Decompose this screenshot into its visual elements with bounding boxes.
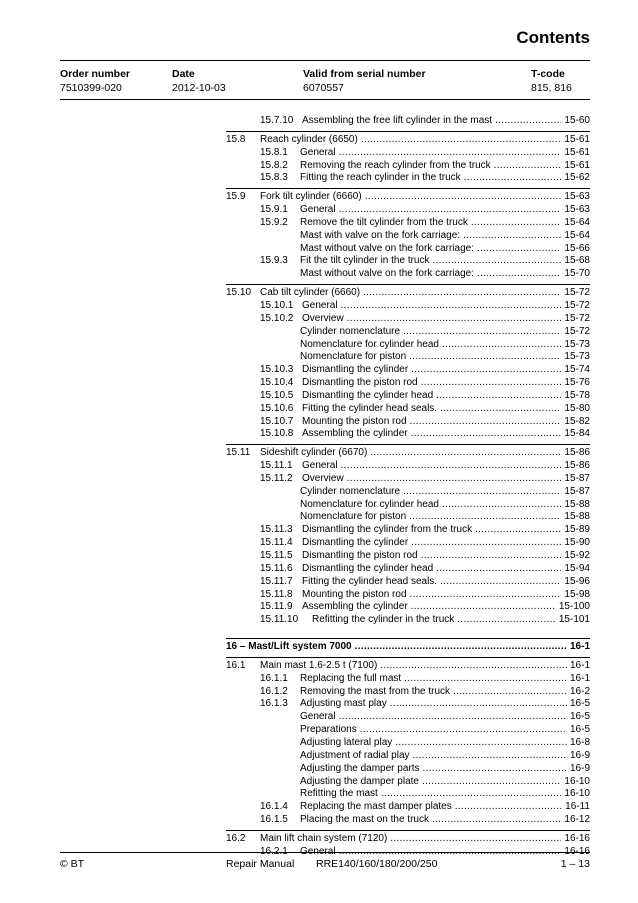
- dot-leader: [436, 563, 561, 576]
- dot-leader: [390, 833, 561, 846]
- dot-leader: [355, 641, 567, 654]
- dot-leader: [433, 255, 562, 268]
- dot-leader: [403, 326, 561, 339]
- toc-page-number: 15-72: [564, 325, 590, 337]
- toc-row[interactable]: [60, 537, 590, 550]
- toc-entry-title: Removing the reach cylinder from the truck: [300, 159, 491, 171]
- dot-leader: [360, 724, 567, 737]
- dot-leader: [410, 589, 562, 602]
- toc-page-number: 16-10: [564, 788, 590, 800]
- toc-subsection-number: 15.11.9: [260, 601, 293, 613]
- toc-page-number: 16-1: [569, 672, 590, 684]
- toc-entry-title: Nomenclature for cylinder head: [300, 498, 439, 510]
- toc-row[interactable]: [60, 403, 590, 416]
- dot-leader: [471, 217, 562, 230]
- toc-row[interactable]: [60, 550, 590, 563]
- toc-subsection-number: 16.1.4: [260, 801, 288, 813]
- toc-entry-title: General: [302, 299, 338, 311]
- toc-row[interactable]: [60, 511, 590, 524]
- footer-page-number: 1 – 13: [560, 858, 590, 870]
- toc-page-number: 15-66: [564, 242, 590, 254]
- toc-page-number: 15-86: [564, 460, 590, 472]
- dot-leader: [347, 473, 562, 486]
- toc-row[interactable]: [60, 601, 590, 614]
- toc-page-number: 15-88: [564, 498, 590, 510]
- toc-row[interactable]: [60, 814, 590, 827]
- section-divider: [226, 131, 590, 132]
- toc-entry-title: Replacing the full mast: [300, 672, 402, 684]
- toc-row[interactable]: [60, 776, 590, 789]
- toc-page-number: 15-61: [564, 133, 590, 145]
- toc-row[interactable]: [60, 377, 590, 390]
- toc-row[interactable]: [60, 698, 590, 711]
- section-divider: [226, 638, 590, 639]
- toc-row[interactable]: [60, 788, 590, 801]
- toc-page-number: 15-94: [564, 562, 590, 574]
- toc-entry-title: Main mast 1.6-2.5 t (7100): [260, 659, 378, 671]
- order-number-label: Order number: [60, 68, 131, 80]
- toc-row[interactable]: [60, 614, 590, 627]
- toc-row[interactable]: [60, 268, 590, 281]
- dot-leader: [421, 377, 562, 390]
- toc-row[interactable]: [60, 499, 590, 512]
- toc-section-number: 15.8: [226, 133, 246, 145]
- toc-row[interactable]: [60, 447, 590, 460]
- toc-page-number: 15-72: [564, 312, 590, 324]
- toc-subsection-number: 15.11.5: [260, 550, 293, 561]
- dot-leader: [347, 313, 562, 326]
- toc-entry-title: Mounting the piston rod: [302, 415, 407, 427]
- toc-row[interactable]: [60, 576, 590, 589]
- toc-entry-title: Remove the tilt cylinder from the truck: [300, 216, 468, 228]
- footer-copyright: © BT: [60, 858, 85, 870]
- toc-page-number: 15-100: [558, 601, 590, 613]
- toc-page-number: 16-5: [569, 698, 590, 710]
- dot-leader: [361, 134, 562, 147]
- toc-page-number: 15-64: [564, 229, 590, 241]
- toc-entry-title: Adjusting the damper plate: [300, 775, 419, 787]
- toc-subsection-number: 15.11.4: [260, 537, 293, 549]
- toc-chapter-row[interactable]: [60, 641, 590, 654]
- toc-entry-title: Dismantling the cylinder: [302, 364, 409, 376]
- dot-leader: [440, 403, 561, 416]
- dot-leader: [395, 737, 567, 750]
- toc-entry-title: Nomenclature for cylinder head: [300, 338, 439, 350]
- toc-page-number: 15-80: [564, 402, 590, 414]
- dot-leader: [381, 788, 562, 801]
- toc-entry-title: Fit the tilt cylinder in the truck: [300, 255, 430, 267]
- dot-leader: [365, 191, 562, 204]
- dot-leader: [463, 230, 561, 243]
- toc-entry-title: Assembling the cylinder: [302, 601, 408, 613]
- toc-page-number: 15-96: [564, 575, 590, 587]
- dot-leader: [494, 160, 562, 173]
- toc-row[interactable]: [60, 524, 590, 537]
- toc-row[interactable]: [60, 172, 590, 185]
- toc-page-number: 16-9: [569, 749, 590, 761]
- toc-row[interactable]: [60, 191, 590, 204]
- toc-row[interactable]: [60, 486, 590, 499]
- dot-leader: [495, 115, 561, 128]
- section-divider: [226, 188, 590, 189]
- toc-row[interactable]: [60, 326, 590, 339]
- toc-entry-title: Assembling the cylinder: [302, 428, 408, 440]
- tcode-label: T-code: [531, 68, 565, 80]
- toc-entry-title: Main lift chain system (7120): [260, 832, 388, 844]
- toc-subsection-number: 15.11.3: [260, 524, 293, 536]
- dot-leader: [411, 364, 561, 377]
- toc-row[interactable]: [60, 563, 590, 576]
- toc-row[interactable]: [60, 313, 590, 326]
- toc-page-number: 15-88: [564, 511, 590, 523]
- toc-row[interactable]: [60, 255, 590, 268]
- toc-page-number: 15-64: [564, 216, 590, 228]
- serial-number-label: Valid from serial number: [303, 68, 426, 80]
- section-divider: [226, 657, 590, 658]
- section-divider: [226, 830, 590, 831]
- toc-subsection-number: 15.10.1: [260, 299, 294, 311]
- toc-page-number: 15-61: [564, 146, 590, 158]
- toc-entry-title: Adjusting the damper parts: [300, 762, 420, 774]
- toc-row[interactable]: [60, 473, 590, 486]
- toc-subsection-number: 15.8.1: [260, 146, 288, 158]
- toc-entry-title: Assembling the free lift cylinder in the mast: [302, 115, 493, 126]
- toc-row[interactable]: [60, 390, 590, 403]
- dot-leader: [370, 447, 561, 460]
- toc-row[interactable]: [60, 833, 590, 846]
- page-title: Contents: [516, 28, 590, 47]
- toc-page-number: 15-92: [564, 550, 590, 561]
- toc-entry-title: Fitting the cylinder head seals.: [302, 402, 438, 414]
- dot-leader: [403, 486, 561, 499]
- toc-entry-title: Overview: [302, 312, 344, 324]
- dot-leader: [409, 351, 561, 364]
- toc-entry-title: Dismantling the piston rod: [302, 377, 418, 389]
- dot-leader: [436, 390, 561, 403]
- toc-subsection-number: 15.10.4: [260, 377, 294, 389]
- toc-row[interactable]: [60, 230, 590, 243]
- toc-row[interactable]: [60, 364, 590, 377]
- toc-entry-title: Dismantling the cylinder head: [302, 389, 434, 401]
- toc-page-number: 15-70: [564, 268, 590, 280]
- toc-page-number: 15-98: [564, 588, 590, 600]
- toc-row[interactable]: [60, 589, 590, 602]
- dot-leader: [363, 287, 561, 300]
- toc-subsection-number: 15.8.3: [260, 172, 288, 184]
- toc-entry-title: Nomenclature for piston: [300, 511, 407, 523]
- toc-page-number: 15-74: [564, 364, 590, 376]
- toc-page-number: 15-60: [564, 115, 590, 126]
- dot-leader: [339, 147, 562, 160]
- toc-row[interactable]: [60, 660, 590, 673]
- toc-page-number: 15-63: [564, 204, 590, 216]
- footer-model: RRE140/160/180/200/250: [316, 858, 438, 870]
- toc-row[interactable]: [60, 673, 590, 686]
- toc-subsection-number: 15.10.8: [260, 428, 294, 440]
- toc-row[interactable]: [60, 737, 590, 750]
- toc-row[interactable]: [60, 686, 590, 699]
- spacer: [60, 627, 590, 635]
- toc-page-number: 16-2: [569, 685, 590, 697]
- toc-entry-title: General: [300, 146, 336, 158]
- toc-subsection-number: 15.11.2: [260, 472, 293, 484]
- toc-section-number: 15.9: [226, 191, 246, 203]
- dot-leader: [477, 243, 561, 256]
- toc-row[interactable]: [60, 300, 590, 313]
- table-of-contents: [60, 115, 590, 859]
- footer-manual: Repair Manual: [226, 858, 295, 870]
- toc-page-number: 15-87: [564, 485, 590, 497]
- toc-row[interactable]: [60, 287, 590, 300]
- dot-leader: [457, 614, 556, 627]
- toc-row[interactable]: [60, 428, 590, 441]
- toc-page-number: 16-11: [565, 801, 590, 813]
- toc-subsection-number: 15.8.2: [260, 159, 288, 171]
- toc-page-number: 16-9: [569, 762, 590, 774]
- toc-row[interactable]: [60, 243, 590, 256]
- toc-entry-title: Dismantling the cylinder: [302, 537, 409, 549]
- toc-page-number: 15-78: [564, 389, 590, 401]
- dot-leader: [339, 204, 562, 217]
- dot-leader: [421, 550, 562, 563]
- header-bottom-rule: [60, 99, 590, 100]
- toc-entry-title: Mast with valve on the fork carriage:: [300, 229, 461, 241]
- dot-leader: [410, 416, 562, 429]
- toc-section-number: 15.11: [226, 447, 251, 459]
- dot-leader: [341, 300, 562, 313]
- toc-subsection-number: 15.11.1: [260, 460, 293, 472]
- toc-page-number: 15-82: [564, 415, 590, 427]
- toc-entry-title: Preparations: [300, 724, 357, 736]
- toc-page-number: 15-72: [564, 299, 590, 311]
- toc-entry-title: Overview: [302, 472, 344, 484]
- toc-page-number: 15-87: [564, 472, 590, 484]
- toc-entry-title: 16 – Mast/Lift system 7000: [226, 641, 352, 653]
- toc-entry-title: Dismantling the piston rod: [302, 550, 418, 561]
- toc-subsection-number: 15.9.1: [260, 204, 288, 216]
- toc-page-number: 15-90: [564, 537, 590, 549]
- toc-page-number: 16-1: [569, 641, 590, 653]
- toc-entry-title: Replacing the mast damper plates: [300, 801, 452, 813]
- toc-entry-title: Placing the mast on the truck: [300, 814, 429, 826]
- dot-leader: [341, 460, 562, 473]
- dot-leader: [339, 711, 567, 724]
- section-divider: [226, 444, 590, 445]
- toc-subsection-number: 15.11.6: [260, 562, 293, 574]
- toc-entry-title: Mounting the piston rod: [302, 588, 407, 600]
- toc-page-number: 15-84: [564, 428, 590, 440]
- toc-page-number: 15-72: [564, 287, 590, 299]
- toc-page-number: 15-86: [564, 447, 590, 459]
- dot-leader: [423, 763, 567, 776]
- dot-leader: [413, 750, 567, 763]
- dot-leader: [380, 660, 567, 673]
- toc-entry-title: Removing the mast from the truck: [300, 685, 451, 697]
- toc-page-number: 16-16: [564, 845, 590, 857]
- toc-row[interactable]: [60, 724, 590, 737]
- toc-row[interactable]: [60, 416, 590, 429]
- dot-leader: [464, 172, 562, 185]
- dot-leader: [475, 524, 561, 537]
- date-value: 2012-10-03: [172, 82, 226, 94]
- toc-page-number: 15-73: [564, 338, 590, 350]
- toc-section-number: 16.2: [226, 832, 246, 844]
- dot-leader: [422, 776, 561, 789]
- date-label: Date: [172, 68, 195, 80]
- toc-subsection-number: 16.1.2: [260, 685, 288, 697]
- toc-row[interactable]: [60, 763, 590, 776]
- toc-subsection-number: 15.10.6: [260, 402, 294, 414]
- toc-row[interactable]: [60, 460, 590, 473]
- toc-entry-title: Refitting the mast: [300, 788, 378, 800]
- footer-rule: [60, 852, 590, 853]
- toc-subsection-number: 15.10.3: [260, 364, 294, 376]
- toc-subsection-number: 15.9.2: [260, 216, 288, 228]
- toc-row[interactable]: [60, 711, 590, 724]
- toc-subsection-number: 16.1.3: [260, 698, 288, 710]
- toc-entry-title: Fitting the reach cylinder in the truck: [300, 172, 461, 184]
- toc-entry-title: Dismantling the cylinder from the truck: [302, 524, 473, 536]
- toc-page-number: 16-5: [569, 724, 590, 736]
- toc-entry-title: Cylinder nomenclature: [300, 325, 401, 337]
- serial-number-value: 6070557: [303, 82, 344, 94]
- toc-page-number: 15-62: [564, 172, 590, 184]
- toc-entry-title: General: [300, 711, 336, 723]
- toc-page-number: 16-16: [564, 832, 590, 844]
- toc-subsection-number: 15.10.2: [260, 312, 294, 324]
- toc-page-number: 15-73: [564, 351, 590, 363]
- dot-leader: [442, 499, 561, 512]
- toc-entry-title: Cylinder nomenclature: [300, 485, 401, 497]
- dot-leader: [442, 339, 561, 352]
- toc-page-number: 15-101: [558, 614, 590, 626]
- toc-row[interactable]: [60, 750, 590, 763]
- toc-page-number: 16-5: [569, 711, 590, 723]
- dot-leader: [455, 801, 562, 814]
- toc-subsection-number: 16.1.1: [260, 672, 288, 684]
- toc-page-number: 16-12: [564, 814, 590, 826]
- dot-leader: [477, 268, 561, 281]
- section-divider: [226, 284, 590, 285]
- toc-row[interactable]: [60, 351, 590, 364]
- toc-entry-title: Dismantling the cylinder head: [302, 562, 434, 574]
- toc-entry-title: General: [300, 845, 336, 857]
- toc-entry-title: Fork tilt cylinder (6660): [260, 191, 362, 203]
- toc-subsection-number: 15.11.8: [260, 588, 293, 600]
- dot-leader: [390, 698, 567, 711]
- toc-subsection-number: 16.2.1: [260, 845, 288, 857]
- toc-entry-title: Adjusting lateral play: [300, 736, 393, 748]
- toc-page-number: 15-63: [564, 191, 590, 203]
- toc-entry-title: Adjustment of radial play: [300, 749, 410, 761]
- dot-leader: [440, 576, 561, 589]
- toc-section-number: 15.10: [226, 287, 252, 299]
- toc-entry-title: Sideshift cylinder (6670): [260, 447, 368, 459]
- toc-subsection-number: 15.11.7: [260, 575, 293, 587]
- toc-entry-title: Nomenclature for piston: [300, 351, 407, 363]
- toc-subsection-number: 15.10.7: [260, 415, 294, 427]
- tcode-value: 815, 816: [531, 82, 572, 94]
- toc-row[interactable]: [60, 115, 590, 128]
- toc-subsection-number: 15.11.10: [260, 614, 299, 626]
- toc-page-number: 16-8: [569, 736, 590, 748]
- dot-leader: [404, 673, 567, 686]
- toc-entry-title: Mast without valve on the fork carriage:: [300, 242, 474, 254]
- toc-row[interactable]: [60, 204, 590, 217]
- toc-entry-title: General: [300, 204, 336, 216]
- toc-row[interactable]: [60, 160, 590, 173]
- dot-leader: [411, 601, 556, 614]
- toc-row[interactable]: [60, 339, 590, 352]
- toc-entry-title: Adjusting mast play: [300, 698, 387, 710]
- toc-row[interactable]: [60, 134, 590, 147]
- toc-page-number: 15-68: [564, 255, 590, 267]
- toc-entry-title: General: [302, 460, 338, 472]
- order-number-value: 7510399-020: [60, 82, 122, 94]
- dot-leader: [411, 537, 561, 550]
- dot-leader: [432, 814, 561, 827]
- toc-subsection-number: 15.9.3: [260, 255, 288, 267]
- toc-section-number: 16.1: [226, 659, 246, 671]
- toc-page-number: 15-76: [564, 377, 590, 389]
- dot-leader: [453, 686, 567, 699]
- toc-page-number: 16-1: [569, 659, 590, 671]
- toc-entry-title: Mast without valve on the fork carriage:: [300, 268, 474, 280]
- toc-page-number: 16-10: [564, 775, 590, 787]
- header-rule: [60, 60, 590, 61]
- toc-subsection-number: 15.10.5: [260, 389, 294, 401]
- toc-entry-title: Reach cylinder (6650): [260, 133, 358, 145]
- toc-entry-title: Fitting the cylinder head seals.: [302, 575, 438, 587]
- dot-leader: [411, 428, 562, 441]
- toc-page-number: 15-89: [564, 524, 590, 536]
- dot-leader: [409, 511, 561, 524]
- toc-subsection-number: 15.7.10: [260, 115, 294, 126]
- toc-row[interactable]: [60, 147, 590, 160]
- toc-row[interactable]: [60, 217, 590, 230]
- toc-subsection-number: 16.1.5: [260, 814, 288, 826]
- toc-page-number: 15-61: [564, 159, 590, 171]
- toc-row[interactable]: [60, 801, 590, 814]
- toc-entry-title: Refitting the cylinder in the truck: [312, 614, 455, 626]
- toc-entry-title: Cab tilt cylinder (6660): [260, 287, 361, 299]
